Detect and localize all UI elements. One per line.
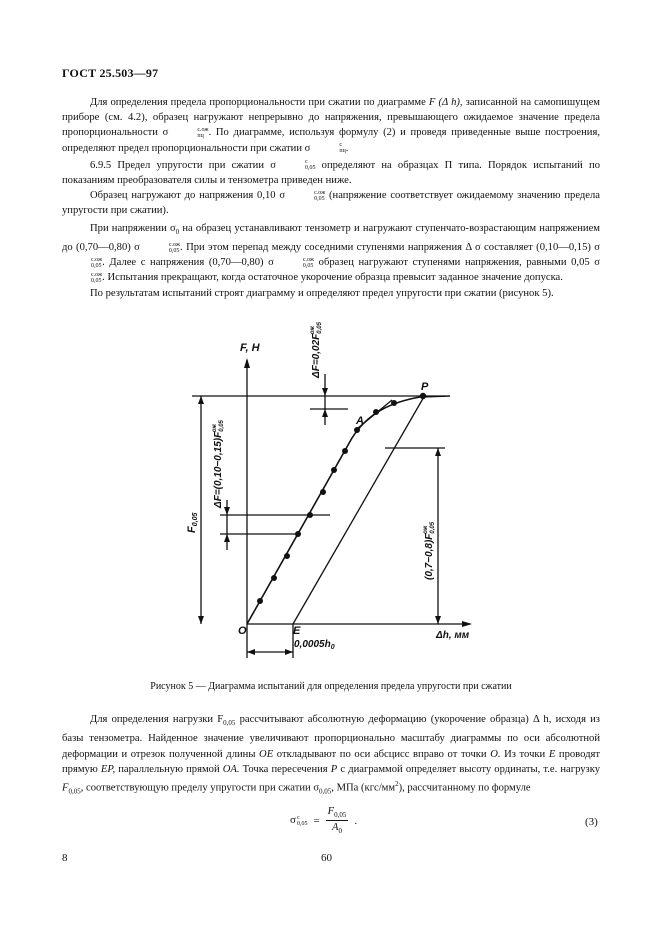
formula-number: (3)	[585, 816, 598, 828]
load-curve	[247, 396, 450, 624]
formula-3	[290, 806, 357, 835]
data-points	[257, 393, 426, 604]
offset-label: $0,0005h_0$	[294, 639, 335, 651]
paragraph: По результатам испытаний строят диаграмму и определяют предел упругости при сжатии (рисунок 5).	[90, 287, 554, 299]
top-text-block	[62, 95, 600, 301]
standard-header: ГОСТ 25.503—97	[62, 66, 159, 80]
diagram-svg	[180, 318, 480, 663]
page-number-left: 8	[62, 852, 68, 864]
point-p-label: P	[421, 381, 429, 393]
paragraph: Для определения нагрузки $F_{0,05}$ рассчитывают абсолютную деформацию (укорочение образца) Δ h, исходя из базы тензометра. Найденное значение увеличивают пропорционально масштабу диаграммы по оси абсолютной деформации и отрезок полученной длины OE откладывают по оси абсцисс вправо от точки O. Из точки E проводят прямую EP, параллельную прямой OA. Точка пересечения P с диаграммой определяет высоту ординаты, т.е. нагрузку $F_{0,05}$, соответствующую пределу упругости при сжатии $\sigma_{0,05}$, МПа $(кгс/мм^2)$, рассчитанному по формуле	[62, 714, 601, 796]
formula-dot: .	[354, 814, 358, 827]
formula-fraction: $\frac{F_{0,05}}{A_0}$	[327, 806, 347, 836]
figure-5-diagram	[180, 318, 480, 663]
dim-left-label: $\Delta F=(0,10-0,15)F_{0,05}ож$	[212, 420, 225, 508]
bottom-text-block	[62, 712, 600, 800]
figure-caption: Рисунок 5 — Диаграмма испытаний для определения предела упругости при сжатии	[150, 681, 512, 692]
paragraph: При напряжении $\sigma_0$ на образец устанавливают тензометр и нагружают ступенчато-возрастающим напряжением до (0,70—0,80) σ с.ож 0,05 . При этом перепад между соседними ступенями напряжения Δ σ составляет (0,10—0,15) σ с.ож 0,05 . Далее с напряжения (0,70—0,80) σ с.ож 0,05 образец нагружают ступенями напряжения, равными 0,05 σ с.ож 0,05 . Испытания прекращают, когда остаточное укорочение образца превысит заданное значение допуска.	[62, 222, 600, 284]
dim-right-label: $(0,7-0,8)F_{0,05}ож$	[423, 521, 436, 580]
paragraph: Для определения предела пропорциональности при сжатии по диаграмме F (Δ h), записанной на самопишущем приборе (см. 4.2), образец нагружают непрерывно до напряжения, превышающего ожидаемое значение предела пропорциональности σ с.ож пц . По диаграмме, используя формулу (2) и проведя приведенные выше построения, определяют предел пропорциональности при сжатии σ с пц .	[62, 97, 600, 155]
dim-top-label: $\Delta F=0,02F_{0,05}ож$	[310, 322, 323, 378]
page-number-center: 60	[321, 852, 332, 864]
axis-x-label: Δh, мм	[436, 630, 470, 641]
formula-eq: =	[313, 814, 320, 827]
point-a-label: A	[356, 415, 364, 427]
arrowheads	[198, 358, 472, 655]
paragraph: 6.9.5 Предел упругости при сжатии σ с 0,05 определяют на образцах П типа. Порядок испытаний по показаниям преобразователя силы и тензометра приведен ниже.	[62, 159, 600, 187]
point-e-label: E	[293, 625, 301, 637]
axis-y-label: F, H	[240, 342, 260, 354]
paragraph: Образец нагружают до напряжения 0,10 σ с.ож 0,05 (напряжение соответствует ожидаемому значению предела упругости при сжатии).	[62, 189, 600, 217]
origin-label: O	[238, 625, 247, 637]
formula-lhs: σ с 0,05	[290, 814, 308, 827]
dim-f005-label: F0,05	[186, 512, 199, 533]
